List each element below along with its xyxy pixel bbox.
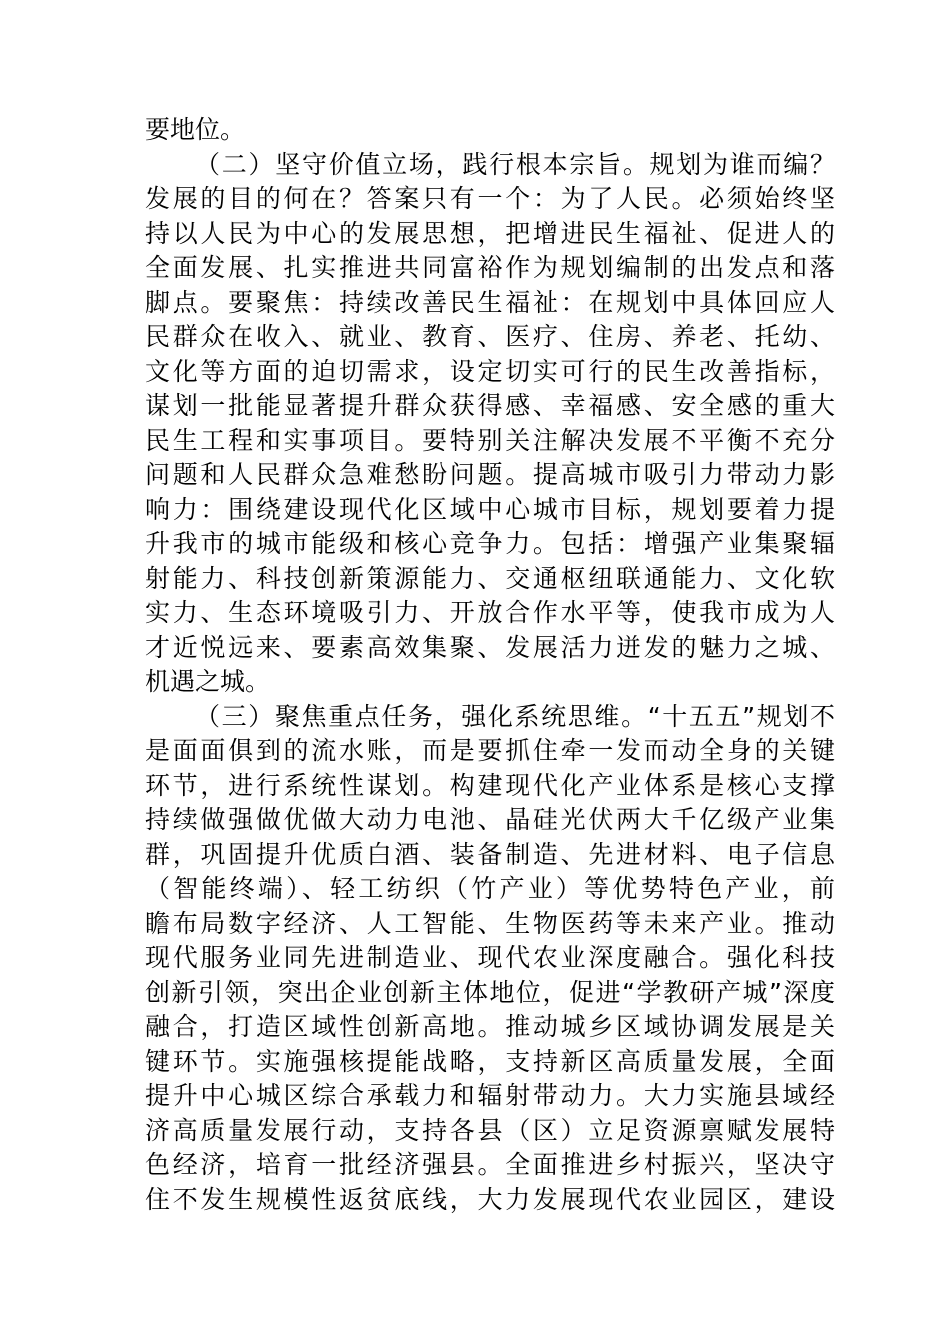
body-text — [145, 113, 835, 1217]
text-line: （智能终端）、轻工纺织（竹产业）等优势特色产业，前 — [145, 874, 835, 903]
text-line: 持续做强做优做大动力电池、晶硅光伏两大千亿级产业集 — [145, 805, 835, 834]
text-line: 是面面俱到的流水账，而是要抓住牵一发而动全身的关键 — [145, 736, 835, 765]
text-line: 响力：围绕建设现代化区域中心城市目标，规划要着力提 — [145, 494, 835, 524]
text-line: 民群众在收入、就业、教育、医疗、住房、养老、托幼、 — [145, 322, 835, 351]
text-line: 色经济，培育一批经济强县。全面推进乡村振兴，坚决守 — [145, 1150, 835, 1179]
text-line: 射能力、科技创新策源能力、交通枢纽联通能力、文化软 — [145, 563, 835, 593]
text-line: 升我市的城市能级和核心竞争力。包括：增强产业集聚辐 — [145, 529, 835, 558]
text-line: 键环节。实施强核提能战略，支持新区高质量发展，全面 — [145, 1046, 835, 1076]
text-line: 机遇之城。 — [145, 667, 271, 696]
text-line: 民生工程和实事项目。要特别关注解决发展不平衡不充分 — [145, 425, 835, 455]
text-line: 文化等方面的迫切需求，设定切实可行的民生改善指标， — [145, 356, 835, 386]
paragraph-first-line: （二）坚守价值立场，践行根本宗旨。规划为谁而编？ — [195, 149, 835, 179]
text-line: 全面发展、扎实推进共同富裕作为规划编制的出发点和落 — [145, 253, 835, 282]
text-line: 瞻布局数字经济、人工智能、生物医药等未来产业。推动 — [145, 908, 835, 938]
text-line: 发展的目的何在？答案只有一个：为了人民。必须始终坚 — [145, 184, 835, 213]
text-line: 要地位。 — [145, 115, 246, 144]
text-line: 提升中心城区综合承载力和辐射带动力。大力实施县域经 — [145, 1081, 835, 1110]
text-line: 济高质量发展行动，支持各县（区）立足资源禀赋发展特 — [145, 1115, 835, 1145]
text-line: 环节，进行系统性谋划。构建现代化产业体系是核心支撑 — [145, 770, 835, 800]
text-line: 谋划一批能显著提升群众获得感、幸福感、安全感的重大 — [145, 391, 835, 420]
text-line: 才近悦远来、要素高效集聚、发展活力迸发的魅力之城、 — [145, 632, 835, 662]
text-line: 持以人民为中心的发展思想，把增进民生福祉、促进人的 — [145, 218, 835, 248]
text-line: 实力、生态环境吸引力、开放合作水平等，使我市成为人 — [145, 598, 835, 627]
text-line: 创新引领，突出企业创新主体地位，促进“学教研产城”深度 — [145, 977, 835, 1007]
text-line: 融合，打造区域性创新高地。推动城乡区域协调发展是关 — [145, 1012, 835, 1041]
text-line: 脚点。要聚焦：持续改善民生福祉：在规划中具体回应人 — [145, 287, 835, 317]
text-line: 问题和人民群众急难愁盼问题。提高城市吸引力带动力影 — [145, 460, 835, 489]
text-line: 住不发生规模性返贫底线，大力发展现代农业园区，建设 — [145, 1184, 835, 1214]
paragraph-first-line: （三）聚焦重点任务，强化系统思维。“十五五”规划不 — [195, 701, 835, 731]
text-line: 现代服务业同先进制造业、现代农业深度融合。强化科技 — [145, 943, 835, 972]
text-line: 群，巩固提升优质白酒、装备制造、先进材料、电子信息 — [145, 839, 835, 869]
